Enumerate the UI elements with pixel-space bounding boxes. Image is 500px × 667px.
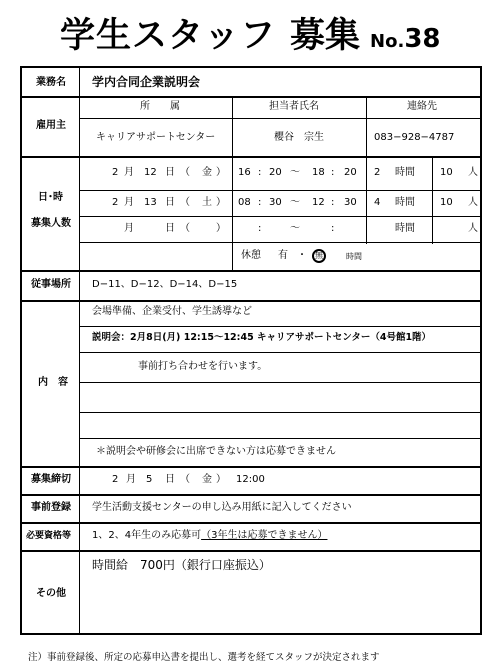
row-month-unit: 月 (124, 167, 134, 178)
recruitment-form (20, 66, 482, 635)
row-month-unit: 月 (124, 197, 134, 208)
deadline-close-paren: ） (216, 474, 226, 485)
row-colon: : (258, 223, 262, 234)
row-people-unit: 人 (468, 167, 478, 178)
divider (80, 438, 480, 439)
divider (366, 156, 367, 244)
divider (232, 96, 233, 156)
place-label: 従事場所 (31, 279, 71, 290)
row-colon: : (331, 167, 335, 178)
row-people: 10 (440, 167, 453, 178)
divider (80, 118, 480, 119)
row-weekday: 金 (202, 167, 212, 178)
row-open-paren: （ (180, 197, 190, 208)
row-start-min: 20 (269, 167, 282, 178)
page-title (60, 8, 460, 56)
employer-person: 櫻谷 宗生 (274, 132, 324, 143)
other-value: 時間給 700円（銀行口座振込） (92, 558, 271, 572)
employer-label: 雇用主 (36, 120, 66, 131)
deadline-time: 12:00 (236, 474, 265, 485)
row-close-paren: ） (216, 197, 226, 208)
row-day: 13 (144, 197, 157, 208)
break-dot: ・ (297, 250, 307, 261)
employer-header-contact: 連絡先 (407, 101, 437, 112)
content-line1: 会場準備、企業受付、学生誘導など (92, 306, 252, 317)
row-weekday: 土 (202, 197, 212, 208)
divider (80, 382, 480, 383)
row-day-unit: 日 (165, 197, 175, 208)
place-value: D−11、D−12、D−14、D−15 (92, 279, 238, 290)
deadline-label: 募集締切 (31, 474, 71, 485)
divider (22, 270, 480, 272)
row-colon: : (331, 197, 335, 208)
divider (22, 300, 480, 302)
break-label: 休憩 (241, 250, 261, 261)
row-tilde: 〜 (290, 223, 300, 234)
row-end-min: 30 (344, 197, 357, 208)
row-people: 10 (440, 197, 453, 208)
title-no-value: 38 (404, 24, 441, 54)
divider (22, 96, 480, 98)
row-tilde: 〜 (290, 167, 300, 178)
row-start-hour: 16 (238, 167, 251, 178)
employer-dept: キャリアサポートセンター (96, 132, 216, 143)
row-people-unit: 人 (468, 223, 478, 234)
deadline-month: 2 (112, 474, 119, 485)
row-colon: : (331, 223, 335, 234)
footer-note: 注）事前登録後、所定の応募申込書を提出し、選考を経てスタッフが決定されます (28, 652, 380, 663)
employer-header-person: 担当者氏名 (269, 101, 319, 112)
divider (22, 550, 480, 552)
job-value: 学内合同企業説明会 (92, 75, 201, 89)
row-month: 2 (112, 197, 119, 208)
row-day-unit: 日 (165, 167, 175, 178)
row-hours-unit: 時間 (395, 167, 415, 178)
row-hours: 4 (374, 197, 381, 208)
divider (22, 494, 480, 496)
row-start-min: 30 (269, 197, 282, 208)
registration-value: 学生活動支援センターの申し込み用紙に記入してください (92, 502, 352, 513)
divider (80, 190, 480, 191)
divider (22, 466, 480, 468)
row-open-paren: （ (180, 223, 190, 234)
row-month: 2 (112, 167, 119, 178)
title-no-label: No. (370, 31, 405, 52)
other-label: その他 (36, 588, 66, 599)
break-no: 無 (315, 251, 323, 260)
row-hours-unit: 時間 (395, 197, 415, 208)
title-main: 学生スタッフ (60, 16, 277, 56)
requirement-value-b: （3年生は応募できません） (201, 530, 328, 541)
divider (22, 522, 480, 524)
divider (22, 156, 480, 158)
row-start-hour: 08 (238, 197, 251, 208)
content-line3: 事前打ち合わせを行います。 (138, 361, 268, 372)
row-hours-unit: 時間 (395, 223, 415, 234)
requirement-value-a: 1、2、4年生のみ応募可 (92, 530, 202, 541)
row-end-hour: 18 (312, 167, 325, 178)
row-close-paren: ） (216, 167, 226, 178)
title-recruit: 募集 (290, 16, 361, 56)
row-end-min: 20 (344, 167, 357, 178)
row-close-paren: ） (216, 223, 226, 234)
deadline-day-unit: 日 (165, 474, 175, 485)
employer-phone: 083−928−4787 (374, 132, 455, 143)
divider (366, 96, 367, 156)
row-day: 12 (144, 167, 157, 178)
divider (80, 412, 480, 413)
label-column-divider (79, 68, 80, 635)
break-yes: 有 (278, 250, 288, 261)
break-hours-unit: 時間 (346, 252, 362, 261)
deadline-open-paren: （ (180, 474, 190, 485)
row-colon: : (258, 197, 262, 208)
row-hours: 2 (374, 167, 381, 178)
schedule-headcount-label: 募集人数 (31, 218, 71, 229)
row-month-unit: 月 (124, 223, 134, 234)
content-line2: 説明会：2月8日(月) 12:15〜12:45 キャリアサポートセンター（4号館1階） (92, 332, 432, 343)
divider (80, 352, 480, 353)
divider (80, 326, 480, 327)
divider (80, 242, 480, 243)
divider (232, 156, 233, 270)
divider (432, 156, 433, 244)
deadline-month-unit: 月 (126, 474, 136, 485)
deadline-weekday: 金 (202, 474, 212, 485)
row-open-paren: （ (180, 167, 190, 178)
requirement-value (92, 530, 327, 542)
requirement-label: 必要資格等 (26, 531, 72, 541)
row-tilde: 〜 (290, 197, 300, 208)
schedule-datetime-label: 日･時 (38, 192, 63, 203)
content-label: 内 容 (38, 377, 68, 388)
registration-label: 事前登録 (31, 502, 71, 513)
job-label: 業務名 (36, 77, 66, 88)
row-day-unit: 日 (165, 223, 175, 234)
row-people-unit: 人 (468, 197, 478, 208)
content-note: ＊説明会や研修会に出席できない方は応募できません (96, 446, 336, 457)
row-end-hour: 12 (312, 197, 325, 208)
row-colon: : (258, 167, 262, 178)
deadline-day: 5 (146, 474, 153, 485)
employer-header-dept: 所 属 (140, 101, 180, 112)
divider (80, 216, 480, 217)
break-no-circled (312, 249, 326, 263)
